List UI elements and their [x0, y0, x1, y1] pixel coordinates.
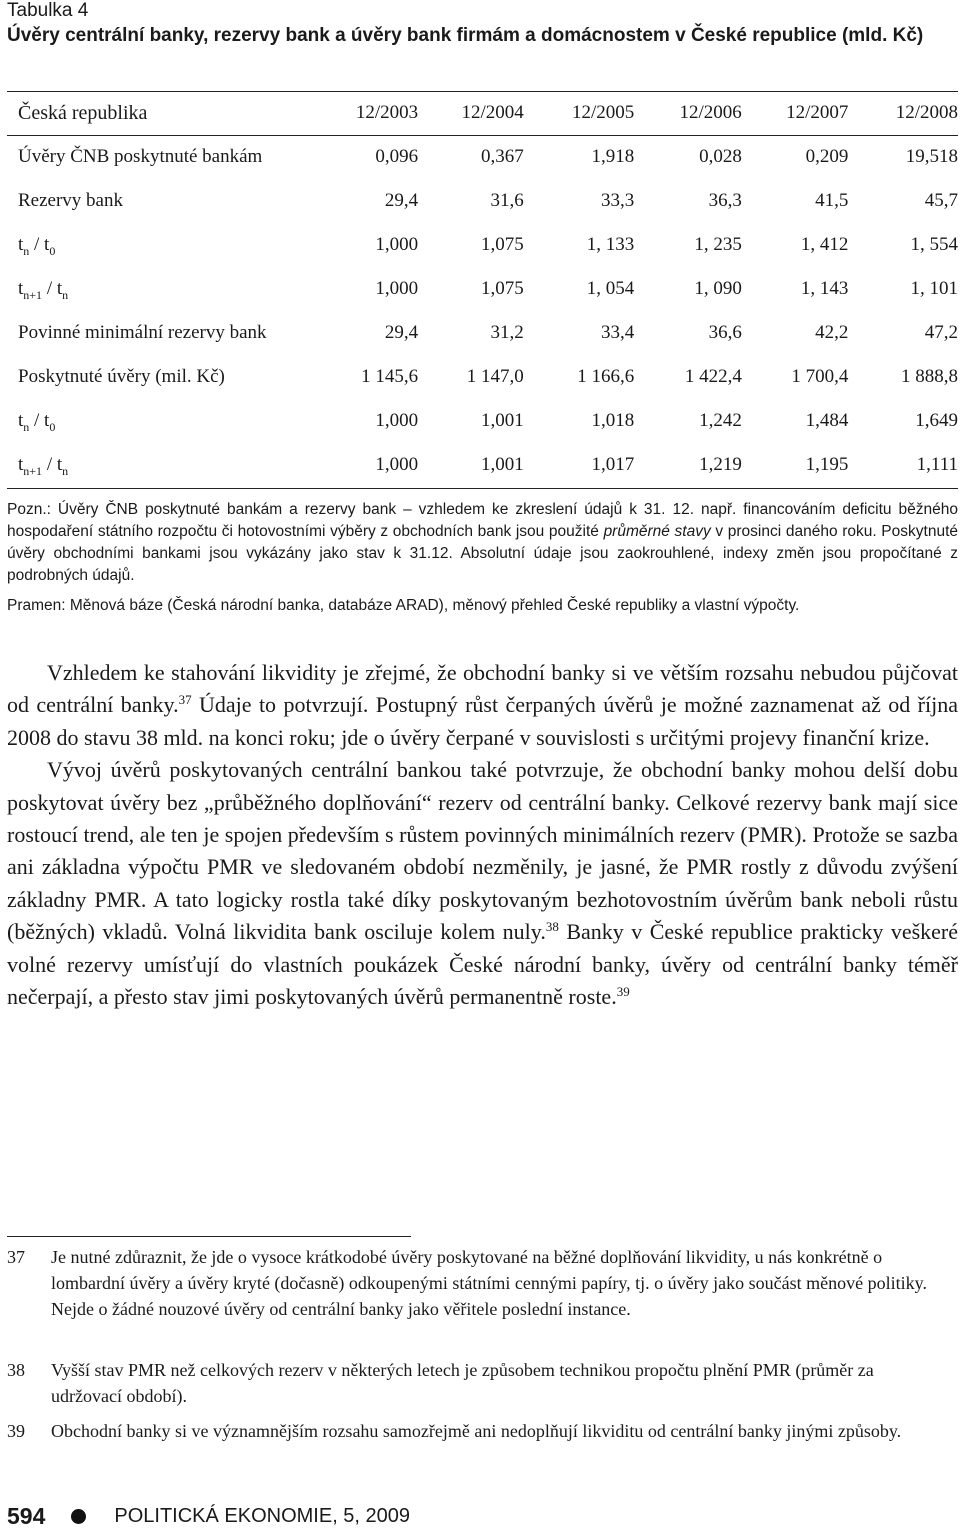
- row-label: $t_n / t_0$: [18, 410, 56, 434]
- table-cell: 1,001: [480, 410, 524, 431]
- table-title: Úvěry centrální banky, rezervy bank a úvěry bank firmám a domácnostem v České republice (mld. Kč): [7, 25, 924, 46]
- footnote-ref[interactable]: 39: [616, 984, 630, 1000]
- row-label: $t_{n+1} / t_n$: [18, 278, 69, 302]
- note-italic: průměrné stavy: [603, 523, 711, 540]
- header-year: 12/2006: [679, 102, 742, 123]
- footnote-ref[interactable]: 38: [545, 919, 559, 935]
- table-cell: 33,3: [601, 190, 635, 211]
- table-cell: 36,6: [708, 322, 742, 343]
- table-cell: 1,195: [805, 454, 849, 475]
- body-text: [7, 657, 958, 1013]
- table-cell: 1 147,0: [466, 366, 524, 387]
- table-cell: 1, 133: [586, 234, 635, 255]
- page-footer: [7, 1503, 410, 1529]
- table-cell: 36,3: [708, 190, 742, 211]
- row-label: Rezervy bank: [18, 190, 123, 211]
- table-cell: 29,4: [384, 322, 419, 343]
- row-label: Poskytnuté úvěry (mil. Kč): [18, 366, 225, 387]
- table-row: [7, 135, 958, 179]
- note-text-b: v prosinci daného roku. Poskytnuté úvěry obchodními bankami jsou vykázány jako stav k 31.12. Absolutní údaje jsou zaokrouhlené, indexy změn jsou propočítané z podrobných údajů.: [7, 523, 958, 584]
- footnote-text: Vyšší stav PMR než celkových rezerv v některých letech je způsobem technikou propočtu plnění PMR (průměr za udržovací období).: [51, 1360, 874, 1406]
- footnote-number: 39: [7, 1421, 25, 1441]
- table-cell: 0,367: [480, 146, 524, 167]
- table-cell: 1,000: [375, 278, 419, 299]
- table-cell: 1, 143: [800, 278, 849, 299]
- table-cell: 1,075: [480, 234, 524, 255]
- data-table: [7, 91, 958, 487]
- footnote-rule: [7, 1236, 411, 1237]
- table-bottom-rule: [7, 488, 958, 489]
- table-cell: 0,209: [805, 146, 849, 167]
- table-cell: 45,7: [924, 190, 958, 211]
- footnote: [7, 1418, 958, 1444]
- header-year: 12/2003: [355, 102, 419, 123]
- table-cell: 41,5: [815, 190, 849, 211]
- table-cell: 31,6: [490, 190, 524, 211]
- header-year: 12/2008: [895, 102, 958, 123]
- table-cell: 1,918: [591, 146, 635, 167]
- table-cell: 1 422,4: [684, 366, 742, 387]
- table-cell: 1, 054: [586, 278, 635, 299]
- page-number: 594: [7, 1502, 46, 1529]
- footnote: [7, 1357, 958, 1409]
- header-year: 12/2004: [461, 102, 524, 123]
- header-year: 12/2005: [571, 102, 635, 123]
- table-cell: 1,484: [805, 410, 849, 431]
- header-year: 12/2007: [786, 102, 849, 123]
- table-cell: 1,017: [591, 454, 635, 475]
- table-row: [7, 267, 958, 311]
- table-cell: 1,075: [480, 278, 524, 299]
- table-label: Tabulka 4: [7, 0, 89, 21]
- table-cell: 1,000: [375, 234, 419, 255]
- table-row: [7, 443, 958, 487]
- table-cell: 1,001: [480, 454, 524, 475]
- row-label: $t_{n+1} / t_n$: [18, 454, 69, 478]
- table-cell: 1, 554: [910, 234, 958, 255]
- table-source: Pramen: Měnová báze (Česká národní banka, databáze ARAD), měnový přehled České republiky a vlastní výpočty.: [7, 597, 800, 614]
- table-cell: 0,096: [375, 146, 419, 167]
- table-cell: 1, 235: [694, 234, 742, 255]
- table-cell: 42,2: [815, 322, 849, 343]
- table-cell: 1,649: [915, 410, 958, 431]
- paragraph: Vývoj úvěrů poskytovaných centrální bankou také potvrzuje, že obchodní banky mohou delší dobu poskytovat úvěry bez „průběžného doplňování“ rezerv od centrální banky. Celkové rezervy bank mají sice rostoucí trend, ale ten je spojen především s růstem povinných minimálních rezerv (PMR). Protože se sazba ani základna výpočtu PMR ve sledovaném období nezměnily, je jasné, že PMR rostly z důvodu zvýšení základny PMR. A tato logicky rostla také díky poskytovaným bezhotovostním úvěrům bank neboli růstu (běžných) vkladů. Volná likvidita bank osciluje kolem nuly.$^{38}$ Banky v České republice prakticky veškeré volné rezervy umísťují do vlastních poukázek České národní banky, úvěry od centrální banky téměř nečerpají, a přesto stav jimi poskytovaných úvěrů permanentně roste.$^{39}$: [7, 757, 959, 1010]
- footnote-text: Je nutné zdůraznit, že jde o vysoce krátkodobé úvěry poskytované na běžné doplňování likvidity, u nás konkrétně o lombardní úvěry a úvěry kryté (dočasně) odkoupenými státními cennými papíry, tj. o úvěry jako součást měnové politiky. Nejde o žádné nouzové úvěry od centrální banky jako věřitele poslední instance.: [51, 1247, 927, 1319]
- header-country: Česká republika: [18, 101, 148, 124]
- table-row: [7, 355, 958, 399]
- table-note: [7, 499, 958, 587]
- table-cell: 33,4: [601, 322, 635, 343]
- table-cell: 1 166,6: [577, 366, 635, 387]
- table-cell: 1,111: [916, 454, 958, 475]
- table-cell: 19,518: [905, 146, 958, 167]
- journal-name: POLITICKÁ EKONOMIE, 5, 2009: [114, 1504, 411, 1527]
- footnote-ref[interactable]: 37: [178, 692, 192, 708]
- table-row: [7, 179, 958, 223]
- row-label: Povinné minimální rezervy bank: [18, 322, 267, 343]
- table-cell: 1,018: [591, 410, 635, 431]
- note-prefix: Pozn.: [7, 501, 47, 518]
- table-row: [7, 223, 958, 267]
- row-label: Úvěry ČNB poskytnuté bankám: [18, 146, 263, 167]
- paragraph: Vzhledem ke stahování likvidity je zřejmé, že obchodní banky si ve větším rozsahu nebudou půjčovat od centrální banky.$^{37}$ Údaje to potvrzují. Postupný růst čerpaných úvěrů je možné zaznamenat až od října 2008 do stavu 38 mld. na konci roku; jde o úvěry čerpané v souvislosti s určitými projevy finanční krize.: [7, 660, 958, 750]
- table-cell: 1 888,8: [901, 366, 958, 387]
- table-cell: 1, 412: [800, 234, 849, 255]
- table-row: [7, 311, 958, 355]
- bullet-dot-icon: [71, 1509, 86, 1524]
- table-cell: 29,4: [384, 190, 419, 211]
- footnote: [7, 1244, 958, 1322]
- table-cell: 31,2: [490, 322, 524, 343]
- table-header-row: [7, 91, 958, 135]
- table-cell: 0,028: [699, 146, 742, 167]
- table-cell: 1 145,6: [361, 366, 419, 387]
- note-text-a: : Úvěry ČNB poskytnuté bankám a rezervy bank – vzhledem ke zkreslení údajů k 31. 12. např. financováním deficitu běžného hospodaření státního rozpočtu či hotovostními výběry z obchodních bank jsou použité: [7, 501, 958, 540]
- footnote-text: Obchodní banky si ve významnějším rozsahu samozřejmě ani nedoplňují likviditu od centrální banky jinými způsoby.: [51, 1421, 902, 1441]
- table-cell: 1,000: [375, 454, 419, 475]
- table-cell: 1 700,4: [791, 366, 849, 387]
- table-cell: 47,2: [924, 322, 958, 343]
- table-cell: 1,242: [699, 410, 742, 431]
- row-label: $t_n / t_0$: [18, 234, 56, 258]
- table-cell: 1, 090: [694, 278, 742, 299]
- table-cell: 1, 101: [910, 278, 958, 299]
- table-row: [7, 399, 958, 443]
- table-cell: 1,000: [375, 410, 419, 431]
- footnote-number: 37: [7, 1247, 25, 1267]
- footnote-number: 38: [7, 1360, 25, 1380]
- table-cell: 1,219: [699, 454, 742, 475]
